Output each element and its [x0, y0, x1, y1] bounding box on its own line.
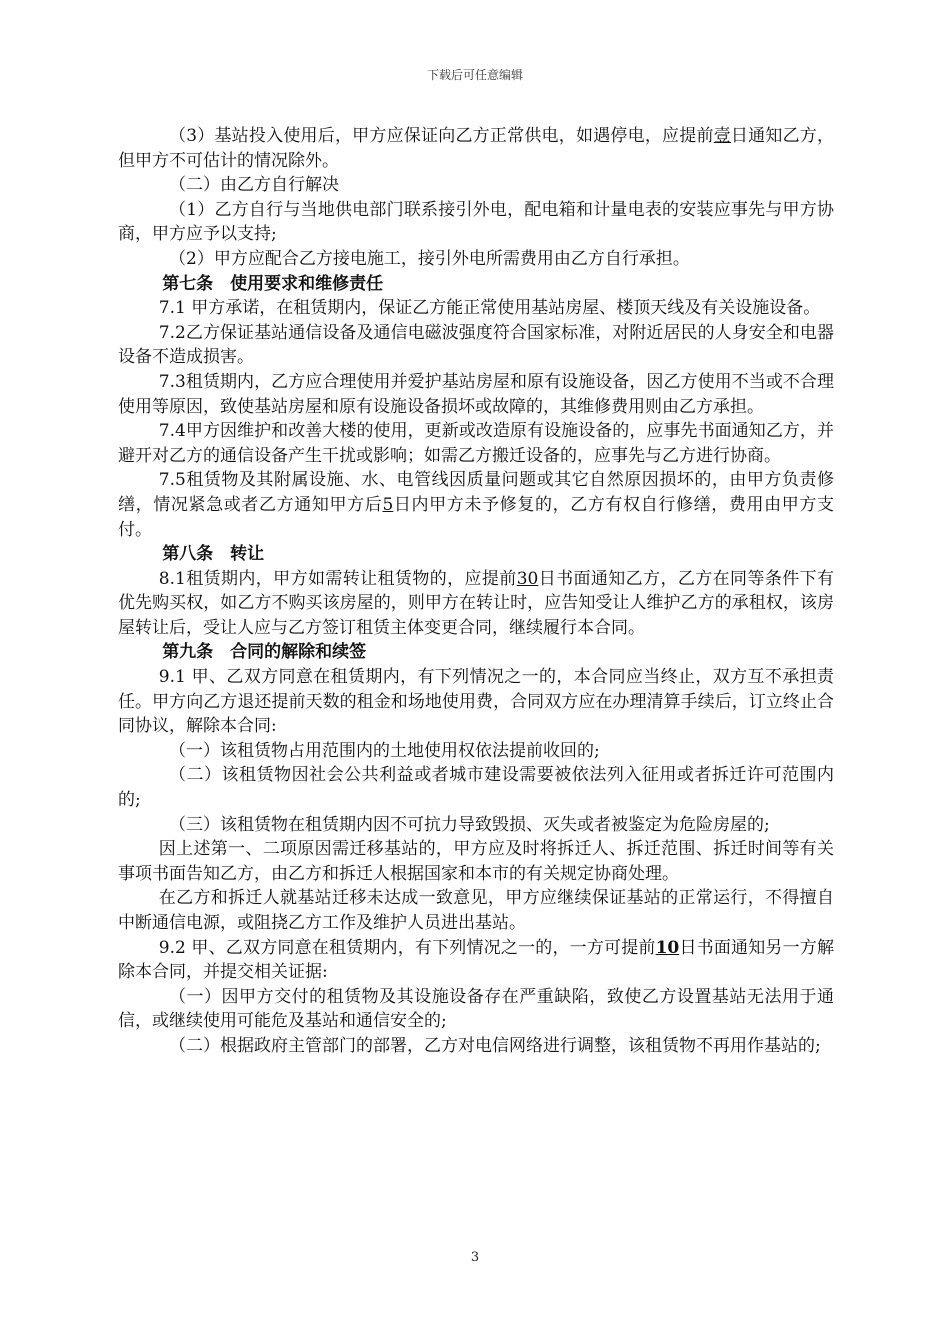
- underlined-value: 10: [655, 937, 680, 958]
- clause-6-b-item-1: （1）乙方自行与当地供电部门联系接引外电，配电箱和计量电表的安装应事先与甲方协商，甲方应予以支持;: [118, 199, 834, 245]
- clause-7-2: 7.2乙方保证基站通信设备及通信电磁波强度符合国家标准，对附近居民的人身安全和电器设备不造成损害。: [118, 322, 834, 368]
- clause-7-3: 7.3租赁期内，乙方应合理使用并爱护基站房屋和原有设施设备，因乙方使用不当或不合理使用等原因，致使基站房屋和原有设施设备损坏或故障的，其维修费用则由乙方承担。: [118, 371, 834, 417]
- clause-text: 日通知乙方，但甲方不可估计的情况除外。: [118, 126, 834, 171]
- clause-9-continuity: 在乙方和拆迁人就基站迁移未达成一致意见，甲方应继续保证基站的正常运行，不得擅自中断通信电源，或阻挠乙方工作及维护人员进出基站。: [118, 888, 834, 933]
- page-number: 3: [470, 1250, 480, 1265]
- article-7-heading: 第七条 使用要求和维修责任: [162, 273, 384, 294]
- clause-text: 日内甲方未予修复的，乙方有权自行修缮，费用由甲方支付。: [118, 494, 835, 540]
- clause-6-item-3: [118, 124, 834, 173]
- clause-text: （3）基站投入使用后，甲方应保证向乙方正常供电，如遇停电，应提前: [169, 126, 714, 146]
- clause-9-1-item-1: （一）该租赁物占用范围内的土地使用权依法提前收回的;: [169, 740, 600, 761]
- clause-9-1-item-2: （二）该租赁物因社会公共利益或者城市建设需要被依法列入征用或者拆迁许可范围内的;: [118, 765, 834, 811]
- clause-9-relocation: 因上述第一、二项原因需迁移基站的，甲方应及时将拆迁人、拆迁范围、拆迁时间等有关事项书面告知乙方，由乙方和拆迁人根据国家和本市的有关规定协商处理。: [118, 839, 834, 884]
- clause-text: 7.5租赁物及其附属设施、水、电管线因质量问题或其它自然原因损坏的，由甲方负责修缮，情况紧急或者乙方通知甲方后: [118, 470, 834, 515]
- article-8-heading: 第八条 转让: [162, 544, 265, 565]
- clause-9-1-item-3: （三）该租赁物在租赁期内因不可抗力导致毁损、灭失或者被鉴定为危险房屋的;: [169, 814, 770, 835]
- clause-9-2: [118, 936, 834, 985]
- clause-7-4: 7.4甲方因维护和改善大楼的使用，更新或改造原有设施设备的，应事先书面通知乙方，并避开对乙方的通信设备产生干扰或影响；如需乙方搬迁设备的，应事先与乙方进行协商。: [118, 421, 834, 466]
- clause-text: 8.1租赁期内，甲方如需转让租赁物的，应提前: [158, 568, 517, 589]
- clause-text: 日书面通知另一方解除本合同，并提交相关证据:: [118, 937, 834, 983]
- clause-text: 9.2 甲、乙双方同意在租赁期内，有下列情况之一的，一方可提前: [158, 937, 656, 958]
- clause-9-2-item-2: （二）根据政府主管部门的部署，乙方对电信网络进行调整，该租赁物不再用作基站的;: [169, 1035, 821, 1056]
- clause-7-5: [118, 468, 834, 542]
- article-9-heading: 第九条 合同的解除和续签: [162, 642, 367, 663]
- clause-6-option-b: （二）由乙方自行解决: [169, 175, 339, 196]
- clause-7-1: 7.1 甲方承诺，在租赁期内，保证乙方能正常使用基站房屋、楼顶天线及有关设施设备。: [158, 298, 821, 319]
- document-body: [118, 124, 834, 1059]
- clause-6-b-item-2: （2）甲方应配合乙方接电施工，接引外电所需费用由乙方自行承担。: [169, 248, 690, 269]
- clause-8-1: [118, 567, 834, 641]
- page-header: 下载后可任意编辑: [426, 68, 523, 82]
- clause-9-2-item-1: （一）因甲方交付的租赁物及其设施设备存在严重缺陷，致使乙方设置基站无法用于通信，或继续使用可能危及基站和通信安全的;: [118, 986, 834, 1032]
- clause-text: 日书面通知乙方，乙方在同等条件下有优先购买权，如乙方不购买该房屋的，则甲方在转让时，应告知受让人维护乙方的承租权，该房屋转让后，受让人应与乙方签订租赁主体变更合同，继续履行本合同。: [118, 568, 834, 638]
- clause-9-1: 9.1 甲、乙双方同意在租赁期内，有下列情况之一的，本合同应当终止，双方互不承担责任。甲方向乙方退还提前天数的租金和场地使用费，合同双方应在办理清算手续后，订立终止合同协议，解除本合同:: [118, 667, 834, 737]
- underlined-value: 5: [382, 494, 394, 515]
- underlined-value: 壹: [713, 126, 731, 146]
- underlined-value: 30: [516, 568, 539, 589]
